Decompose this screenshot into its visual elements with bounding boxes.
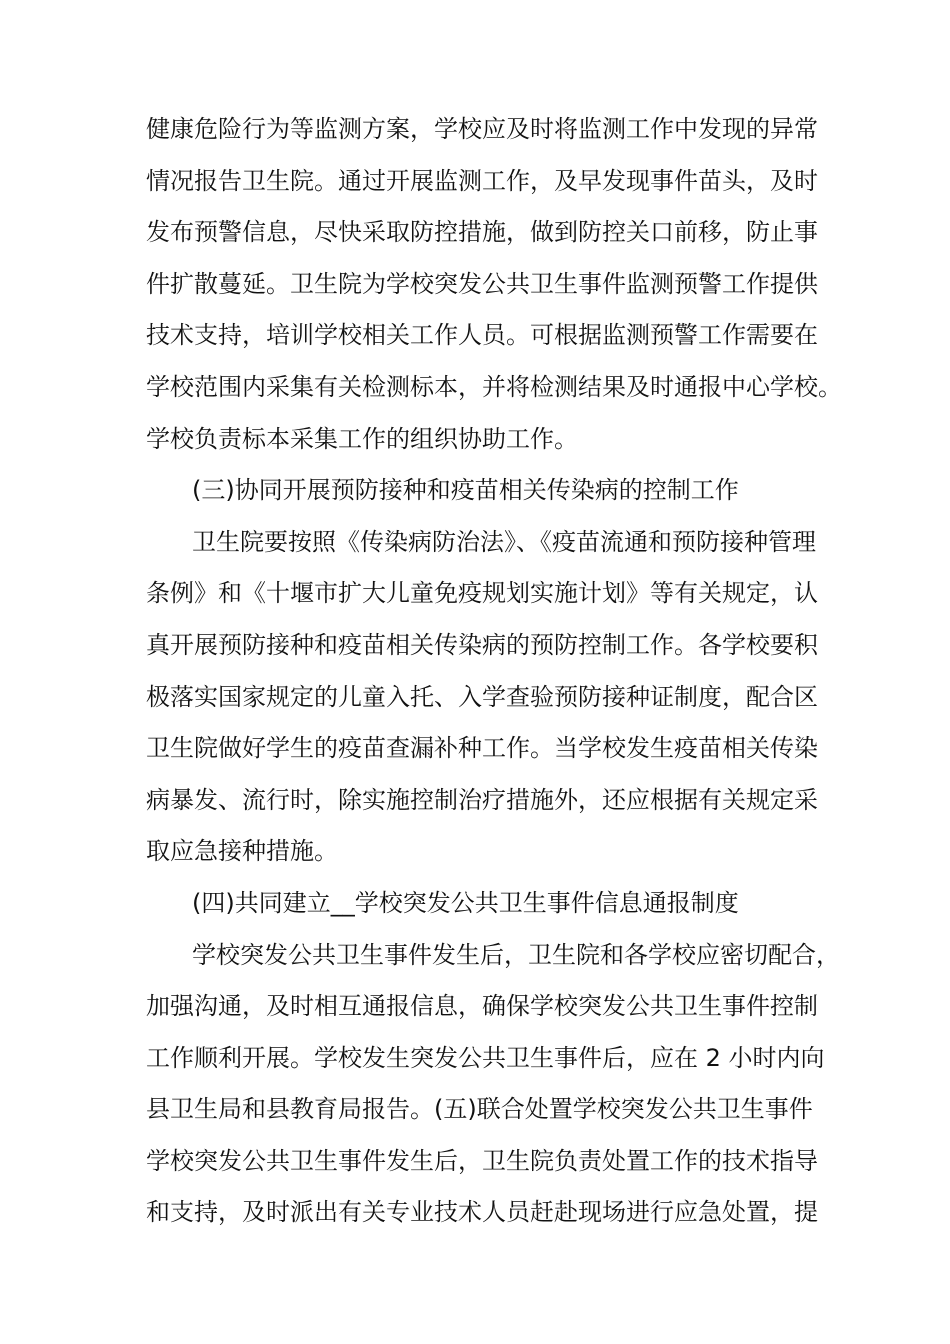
text-line: 发布预警信息，尽快采取防控措施，做到防控关口前移，防止事 xyxy=(146,218,818,247)
text-line: 条例》和《十堰市扩大儿童免疫规划实施计划》等有关规定，认 xyxy=(146,579,818,608)
section-heading-3: (三)协同开展预防接种和疫苗相关传染病的控制工作 xyxy=(192,476,739,505)
text-line: 学校突发公共卫生事件发生后，卫生院和各学校应密切配合， xyxy=(192,940,840,969)
section-heading-4: (四)共同建立__学校突发公共卫生事件信息通报制度 xyxy=(192,888,739,917)
text-line: 健康危险行为等监测方案，学校应及时将监测工作中发现的异常 xyxy=(146,115,818,143)
text-line: 病暴发、流行时，除实施控制治疗措施外，还应根据有关规定采 xyxy=(146,785,818,814)
text-line: 卫生院做好学生的疫苗查漏补种工作。当学校发生疫苗相关传染 xyxy=(146,734,818,763)
text-line: 取应急接种措施。 xyxy=(146,837,338,866)
text-line: 卫生院要按照《传染病防治法》、《疫苗流通和预防接种管理 xyxy=(192,527,816,556)
text-line: 真开展预防接种和疫苗相关传染病的预防控制工作。各学校要积 xyxy=(146,630,818,659)
text-line: 极落实国家规定的儿童入托、入学查验预防接种证制度，配合区 xyxy=(146,682,818,711)
text-line: 技术支持，培训学校相关工作人员。可根据监测预警工作需要在 xyxy=(146,321,818,350)
document-body xyxy=(146,104,842,1239)
text-line: 情况报告卫生院。通过开展监测工作，及早发现事件苗头，及时 xyxy=(146,166,818,195)
text-line: 工作顺利开展。学校发生突发公共卫生事件后，应在 2 小时内向 xyxy=(146,1043,825,1072)
text-line: 和支持，及时派出有关专业技术人员赶赴现场进行应急处置，提 xyxy=(146,1198,818,1227)
text-line: 学校范围内采集有关检测标本，并将检测结果及时通报中心学校。 xyxy=(146,372,842,401)
text-line: 县卫生局和县教育局报告。(五)联合处置学校突发公共卫生事件 xyxy=(146,1095,813,1124)
text-line: 学校负责标本采集工作的组织协助工作。 xyxy=(146,424,578,453)
text-line: 件扩散蔓延。卫生院为学校突发公共卫生事件监测预警工作提供 xyxy=(146,269,818,298)
text-line: 加强沟通，及时相互通报信息，确保学校突发公共卫生事件控制 xyxy=(146,992,818,1021)
text-line: 学校突发公共卫生事件发生后，卫生院负责处置工作的技术指导 xyxy=(146,1146,818,1175)
